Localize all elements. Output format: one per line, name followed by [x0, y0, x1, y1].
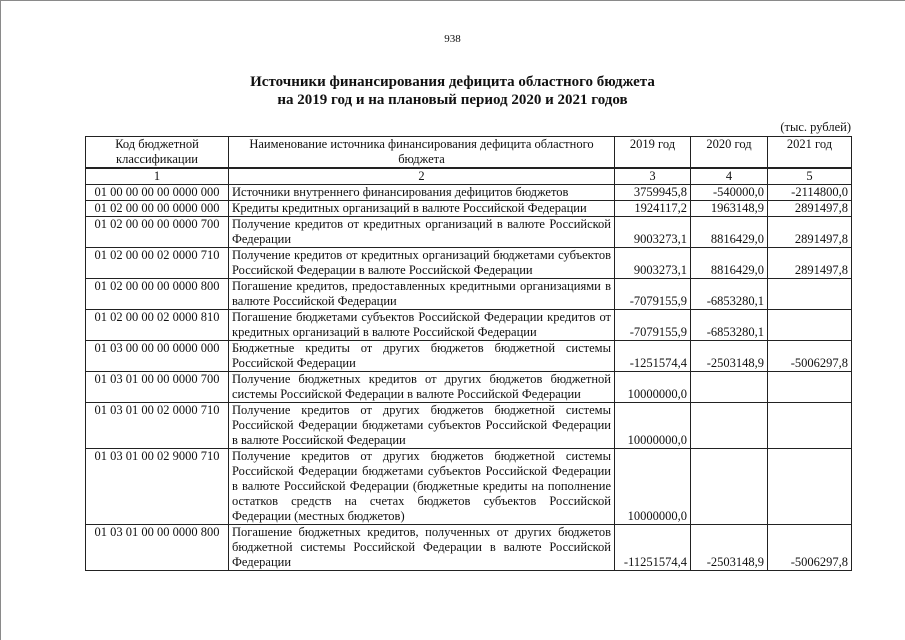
- table-row: [86, 248, 852, 279]
- title-line-1: Источники финансирования дефицита областного бюджета: [250, 74, 655, 90]
- row-code: 01 02 00 00 00 0000 800: [86, 279, 229, 310]
- row-value-2020: 1963148,9: [691, 201, 768, 217]
- row-value-2021: 2891497,8: [768, 201, 852, 217]
- row-value-2020: 8816429,0: [691, 217, 768, 248]
- table-row: [86, 525, 852, 571]
- row-value-2021: 2891497,8: [768, 217, 852, 248]
- row-value-2020: -6853280,1: [691, 279, 768, 310]
- row-value-2021: 2891497,8: [768, 248, 852, 279]
- row-value-2020: -2503148,9: [691, 341, 768, 372]
- row-name: Получение кредитов от других бюджетов бюджетной системы Российской Федерации бюджетами субъектов Российской Федерации в валюте Российской Федерации: [229, 403, 615, 449]
- header-2020: 2020 год: [691, 137, 768, 169]
- row-value-2021: -2114800,0: [768, 185, 852, 201]
- row-code: 01 02 00 00 02 0000 810: [86, 310, 229, 341]
- row-value-2021: -5006297,8: [768, 341, 852, 372]
- financing-sources-table: [85, 136, 852, 571]
- row-code: 01 03 01 00 02 9000 710: [86, 449, 229, 525]
- row-value-2019: -11251574,4: [615, 525, 691, 571]
- table-row: [86, 279, 852, 310]
- row-value-2021: -5006297,8: [768, 525, 852, 571]
- row-name: Получение кредитов от других бюджетов бюджетной системы Российской Федерации бюджетами субъектов Российской Федерации в валюте Российской Федерации (бюджетные кредиты на пополнение остатков средств на счетах бюджетов субъектов Российской Федерации (местных бюджетов): [229, 449, 615, 525]
- row-code: 01 02 00 00 02 0000 710: [86, 248, 229, 279]
- page-number: 938: [444, 33, 461, 45]
- row-code: 01 03 01 00 00 0000 800: [86, 525, 229, 571]
- row-name: Источники внутреннего финансирования дефицитов бюджетов: [229, 185, 615, 201]
- table-row: [86, 449, 852, 525]
- column-number: 4: [691, 168, 768, 185]
- row-name: Погашение кредитов, предоставленных кредитными организациями в валюте Российской Федерации: [229, 279, 615, 310]
- row-name: Кредиты кредитных организаций в валюте Российской Федерации: [229, 201, 615, 217]
- table-row: [86, 201, 852, 217]
- column-numbers-row: [86, 168, 852, 185]
- table-row: [86, 403, 852, 449]
- table-row: [86, 217, 852, 248]
- row-value-2020: -6853280,1: [691, 310, 768, 341]
- row-name: Получение бюджетных кредитов от других бюджетов бюджетной системы Российской Федерации в валюте Российской Федерации: [229, 372, 615, 403]
- row-value-2019: -7079155,9: [615, 279, 691, 310]
- row-name: Погашение бюджетных кредитов, полученных от других бюджетов бюджетной системы Российской Федерации в валюте Российской Федерации: [229, 525, 615, 571]
- header-row: [86, 137, 852, 169]
- row-value-2021: [768, 449, 852, 525]
- column-number: 2: [229, 168, 615, 185]
- row-value-2021: [768, 403, 852, 449]
- row-value-2019: 10000000,0: [615, 372, 691, 403]
- row-value-2019: 10000000,0: [615, 403, 691, 449]
- row-value-2020: [691, 449, 768, 525]
- row-value-2019: 9003273,1: [615, 217, 691, 248]
- row-name: Получение кредитов от кредитных организаций бюджетами субъектов Российской Федерации в валюте Российской Федерации: [229, 248, 615, 279]
- column-number: 1: [86, 168, 229, 185]
- header-2019: 2019 год: [615, 137, 691, 169]
- row-code: 01 03 01 00 00 0000 700: [86, 372, 229, 403]
- row-value-2019: 10000000,0: [615, 449, 691, 525]
- row-name: Бюджетные кредиты от других бюджетов бюджетной системы Российской Федерации: [229, 341, 615, 372]
- row-code: 01 02 00 00 00 0000 700: [86, 217, 229, 248]
- row-value-2020: [691, 403, 768, 449]
- header-name: Наименование источника финансирования дефицита областного бюджета: [229, 137, 615, 169]
- column-number: 5: [768, 168, 852, 185]
- row-value-2019: 1924117,2: [615, 201, 691, 217]
- table-row: [86, 310, 852, 341]
- row-code: 01 02 00 00 00 0000 000: [86, 201, 229, 217]
- row-code: 01 03 00 00 00 0000 000: [86, 341, 229, 372]
- row-code: 01 00 00 00 00 0000 000: [86, 185, 229, 201]
- column-number: 3: [615, 168, 691, 185]
- row-value-2019: -1251574,4: [615, 341, 691, 372]
- row-value-2019: 9003273,1: [615, 248, 691, 279]
- header-code: Код бюджетной классификации: [86, 137, 229, 169]
- table-row: [86, 185, 852, 201]
- row-value-2019: 3759945,8: [615, 185, 691, 201]
- row-value-2021: [768, 372, 852, 403]
- row-value-2020: -540000,0: [691, 185, 768, 201]
- row-value-2021: [768, 310, 852, 341]
- header-2021: 2021 год: [768, 137, 852, 169]
- row-value-2019: -7079155,9: [615, 310, 691, 341]
- document-title: [0, 73, 905, 109]
- row-value-2021: [768, 279, 852, 310]
- row-value-2020: 8816429,0: [691, 248, 768, 279]
- row-value-2020: [691, 372, 768, 403]
- row-name: Получение кредитов от кредитных организаций в валюте Российской Федерации: [229, 217, 615, 248]
- row-code: 01 03 01 00 02 0000 710: [86, 403, 229, 449]
- row-value-2020: -2503148,9: [691, 525, 768, 571]
- table-row: [86, 341, 852, 372]
- page-frame-top-edge: [0, 0, 905, 1]
- table-row: [86, 372, 852, 403]
- units-note: (тыс. рублей): [780, 120, 851, 134]
- row-name: Погашение бюджетами субъектов Российской Федерации кредитов от кредитных организаций в валюте Российской Федерации: [229, 310, 615, 341]
- title-line-2: на 2019 год и на плановый период 2020 и 2021 годов: [277, 92, 628, 108]
